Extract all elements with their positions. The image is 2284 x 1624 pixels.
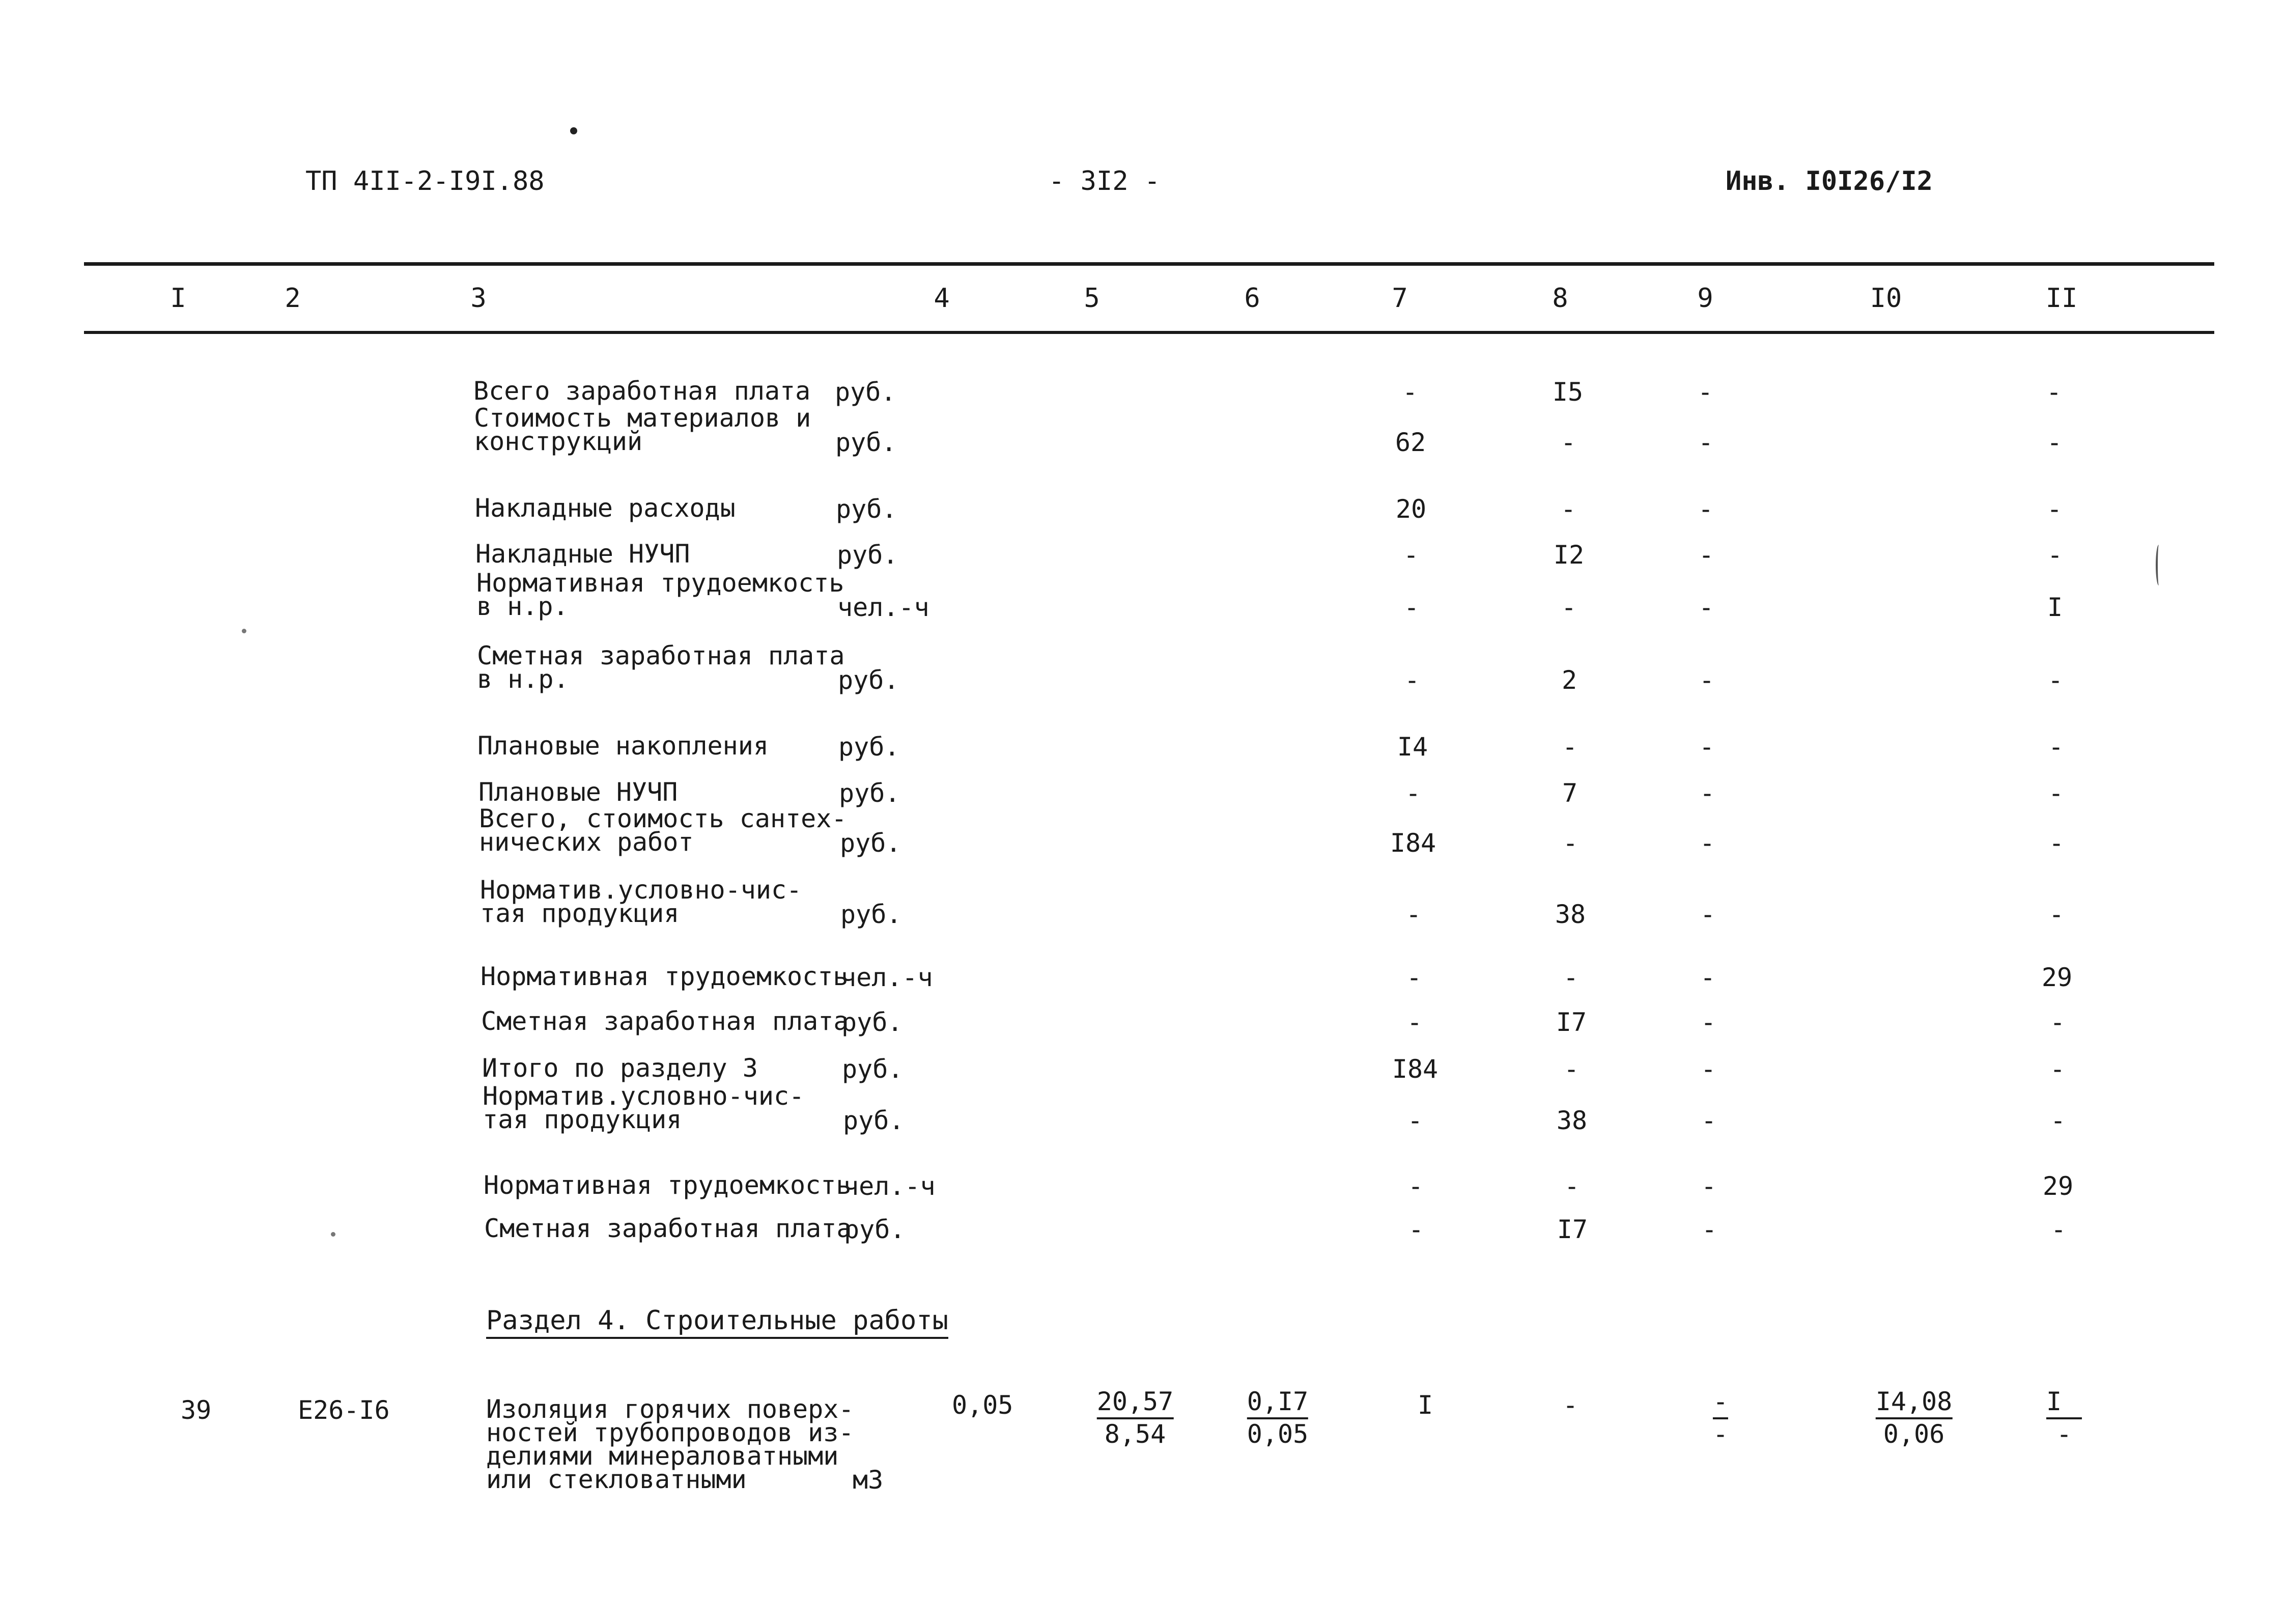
row-col7: I84 <box>1390 828 1436 858</box>
row-unit: чел.-ч <box>843 1171 936 1201</box>
row-col8: - <box>1563 963 1579 992</box>
item-description-line: ностей трубопроводов из- <box>486 1418 854 1447</box>
row-label-line: тая продукция <box>483 1105 682 1134</box>
row-col11: - <box>2048 778 2064 808</box>
row-col7: - <box>1402 377 1418 407</box>
row-label <box>479 804 847 857</box>
row-col11: - <box>2048 732 2064 762</box>
scan-speck <box>242 629 246 633</box>
inventory-number: Инв. I0I26/I2 <box>1726 166 1933 197</box>
row-col9: - <box>1700 1007 1716 1037</box>
row-unit: руб. <box>838 732 900 762</box>
row-col11: 29 <box>2042 1171 2074 1201</box>
row-col11: - <box>2046 377 2062 407</box>
item-col9-top: - <box>1713 1387 1728 1419</box>
row-label <box>484 1214 852 1243</box>
row-label-line: Всего заработная плата <box>473 376 811 406</box>
item-unit: м3 <box>853 1465 884 1495</box>
item-col5-bottom: 8,54 <box>1104 1419 1166 1449</box>
row-col7: - <box>1407 1106 1423 1135</box>
row-label <box>475 539 690 569</box>
column-number: I0 <box>1870 283 1902 314</box>
row-label-line: Плановые НУЧП <box>478 777 678 807</box>
item-description-line: Изоляция горячих поверх- <box>486 1394 854 1424</box>
row-label-line: конструкций <box>474 427 643 456</box>
column-number: 4 <box>934 283 950 314</box>
column-number: 3 <box>470 283 487 314</box>
row-label-line: Нормативная трудоемкость <box>484 1170 852 1200</box>
row-col7: - <box>1405 900 1422 929</box>
row-unit: руб. <box>840 828 901 858</box>
row-col8: - <box>1560 494 1576 524</box>
row-col11: - <box>2046 494 2063 524</box>
scan-mark <box>2156 545 2162 585</box>
row-col8: - <box>1561 593 1577 622</box>
row-col7: - <box>1405 778 1421 808</box>
row-label <box>478 777 678 807</box>
column-number: 8 <box>1552 283 1568 314</box>
row-unit: руб. <box>842 1054 904 1084</box>
row-col9: - <box>1699 665 1715 695</box>
item-col9 <box>1713 1389 1728 1447</box>
row-col8: - <box>1560 428 1576 457</box>
row-col9: - <box>1699 732 1715 762</box>
column-number: II <box>2045 283 2078 314</box>
row-unit: руб. <box>835 428 897 457</box>
row-unit: руб. <box>844 1215 906 1244</box>
row-label-line: Накладные расходы <box>475 493 736 523</box>
row-label-line: в н.р. <box>477 664 569 694</box>
row-label-line: Накладные НУЧП <box>475 539 690 569</box>
row-col11: - <box>2050 1215 2067 1244</box>
item-col5-top: 20,57 <box>1097 1387 1174 1419</box>
row-label-line: Сметная заработная плата <box>481 1006 849 1036</box>
row-label <box>483 1081 805 1134</box>
section-4-title <box>486 1307 948 1334</box>
row-col7: - <box>1403 593 1420 622</box>
row-col9: - <box>1701 1215 1717 1244</box>
item-quantity: 0,05 <box>952 1390 1013 1420</box>
column-number: 7 <box>1392 283 1408 314</box>
item-col9-bottom: - <box>1712 1419 1729 1449</box>
row-col11: - <box>2049 1007 2066 1037</box>
item-col8: - <box>1562 1390 1578 1420</box>
row-label-line: Всего, стоимость сантех- <box>479 804 847 833</box>
row-col11: 29 <box>2041 963 2073 992</box>
row-label-line: тая продукция <box>480 899 680 928</box>
item-col11 <box>2046 1389 2082 1447</box>
row-col11: - <box>2050 1106 2066 1135</box>
row-label <box>481 962 849 991</box>
row-label <box>475 493 736 523</box>
row-col8: I7 <box>1557 1215 1588 1244</box>
row-col11: - <box>2047 665 2064 695</box>
table-top-rule <box>84 262 2214 266</box>
column-number: 6 <box>1244 283 1260 314</box>
row-col9: - <box>1698 494 1714 524</box>
item-col6 <box>1247 1389 1308 1447</box>
column-number: 5 <box>1084 283 1100 314</box>
item-col11-top: I <box>2046 1387 2082 1419</box>
row-col11: I <box>2047 593 2063 622</box>
row-label-line: в н.р. <box>476 592 569 621</box>
row-label-line: Сметная заработная плата <box>484 1214 852 1243</box>
row-col7: 20 <box>1395 494 1427 524</box>
item-description-line: делиями минераловатными <box>486 1441 839 1471</box>
scan-speck <box>331 1232 335 1237</box>
row-label-line: Норматив.условно-чис- <box>480 875 802 905</box>
row-unit: руб. <box>841 1007 903 1037</box>
row-col11: - <box>2049 1054 2066 1084</box>
row-col11: - <box>2048 900 2065 929</box>
row-col9: - <box>1698 593 1714 622</box>
row-col7: - <box>1404 665 1420 695</box>
row-col9: - <box>1700 1054 1716 1084</box>
row-unit: руб. <box>836 494 897 524</box>
row-label <box>484 1170 852 1200</box>
row-label-line: Нормативная трудоемкость <box>481 962 849 991</box>
table-header-bottom-rule <box>84 331 2214 334</box>
row-col8: 38 <box>1555 900 1586 929</box>
row-col7: - <box>1406 1007 1423 1037</box>
row-col9: - <box>1699 778 1715 808</box>
row-unit: руб. <box>838 665 899 695</box>
row-col11: - <box>2047 540 2063 570</box>
row-col7: - <box>1403 540 1419 570</box>
item-number: 39 <box>181 1395 212 1425</box>
item-col6-bottom: 0,05 <box>1247 1419 1309 1449</box>
scan-speck <box>570 127 577 134</box>
row-col9: - <box>1699 828 1715 858</box>
row-col8: I2 <box>1553 540 1585 570</box>
row-label-line: нических работ <box>479 827 694 857</box>
row-col7: - <box>1408 1215 1424 1244</box>
item-col10 <box>1876 1389 1953 1447</box>
row-col9: - <box>1697 377 1713 407</box>
row-label <box>482 1053 758 1083</box>
row-col11: - <box>2048 828 2065 858</box>
document-code: ТП 4II-2-I9I.88 <box>305 166 545 197</box>
item-col7: I <box>1417 1390 1433 1420</box>
item-col5 <box>1097 1389 1174 1447</box>
row-label-line: Норматив.условно-чис- <box>483 1081 805 1111</box>
row-label-line: Плановые накопления <box>477 731 769 761</box>
row-label <box>476 568 844 621</box>
row-label <box>477 731 769 761</box>
item-code: Е26-I6 <box>298 1395 390 1425</box>
row-unit: чел.-ч <box>841 963 933 992</box>
row-label <box>481 1006 849 1036</box>
item-col10-bottom: 0,06 <box>1883 1419 1945 1449</box>
column-number: 9 <box>1697 283 1713 314</box>
row-col8: - <box>1564 1171 1580 1201</box>
row-label <box>480 875 802 928</box>
column-number: 2 <box>285 283 301 314</box>
row-col8: - <box>1562 828 1578 858</box>
row-col9: - <box>1700 900 1716 929</box>
section-4-title-text: Раздел 4. Строительные работы <box>486 1305 948 1339</box>
row-col7: I84 <box>1392 1054 1439 1084</box>
column-number: I <box>170 283 186 314</box>
row-label <box>477 641 845 694</box>
row-label-line: Стоимость материалов и <box>474 403 811 433</box>
row-unit: чел.-ч <box>837 593 929 622</box>
row-col7: 62 <box>1395 428 1426 457</box>
row-col9: - <box>1701 1171 1717 1201</box>
row-col7: I4 <box>1397 732 1428 762</box>
row-col8: 2 <box>1561 665 1577 695</box>
row-unit: руб. <box>839 778 900 808</box>
row-col7: - <box>1407 1171 1424 1201</box>
row-label <box>473 376 811 406</box>
row-col9: - <box>1698 540 1714 570</box>
row-unit: руб. <box>837 540 898 570</box>
row-label <box>474 403 811 456</box>
row-unit: руб. <box>840 900 902 929</box>
row-col8: - <box>1562 732 1578 762</box>
row-col8: - <box>1563 1054 1580 1084</box>
row-col8: 38 <box>1556 1106 1588 1135</box>
item-col10-top: I4,08 <box>1876 1387 1953 1419</box>
item-col6-top: 0,I7 <box>1247 1387 1308 1419</box>
row-unit: руб. <box>835 377 896 407</box>
page-number: - 3I2 - <box>1049 166 1161 197</box>
row-col9: - <box>1698 428 1714 457</box>
item-col11-bottom: - <box>2056 1419 2072 1449</box>
row-col8: 7 <box>1562 778 1578 808</box>
row-label-line: Сметная заработная плата <box>477 641 845 670</box>
row-unit: руб. <box>843 1106 905 1135</box>
row-col11: - <box>2046 428 2063 457</box>
item-description <box>486 1394 854 1494</box>
row-label-line: Нормативная трудоемкость <box>476 568 844 598</box>
row-col8: I7 <box>1556 1007 1587 1037</box>
row-col9: - <box>1701 1106 1717 1135</box>
row-label-line: Итого по разделу 3 <box>482 1053 758 1083</box>
row-col8: I5 <box>1552 377 1584 407</box>
row-col9: - <box>1700 963 1716 992</box>
row-col7: - <box>1406 963 1422 992</box>
item-description-line: или стекловатными <box>486 1465 747 1494</box>
